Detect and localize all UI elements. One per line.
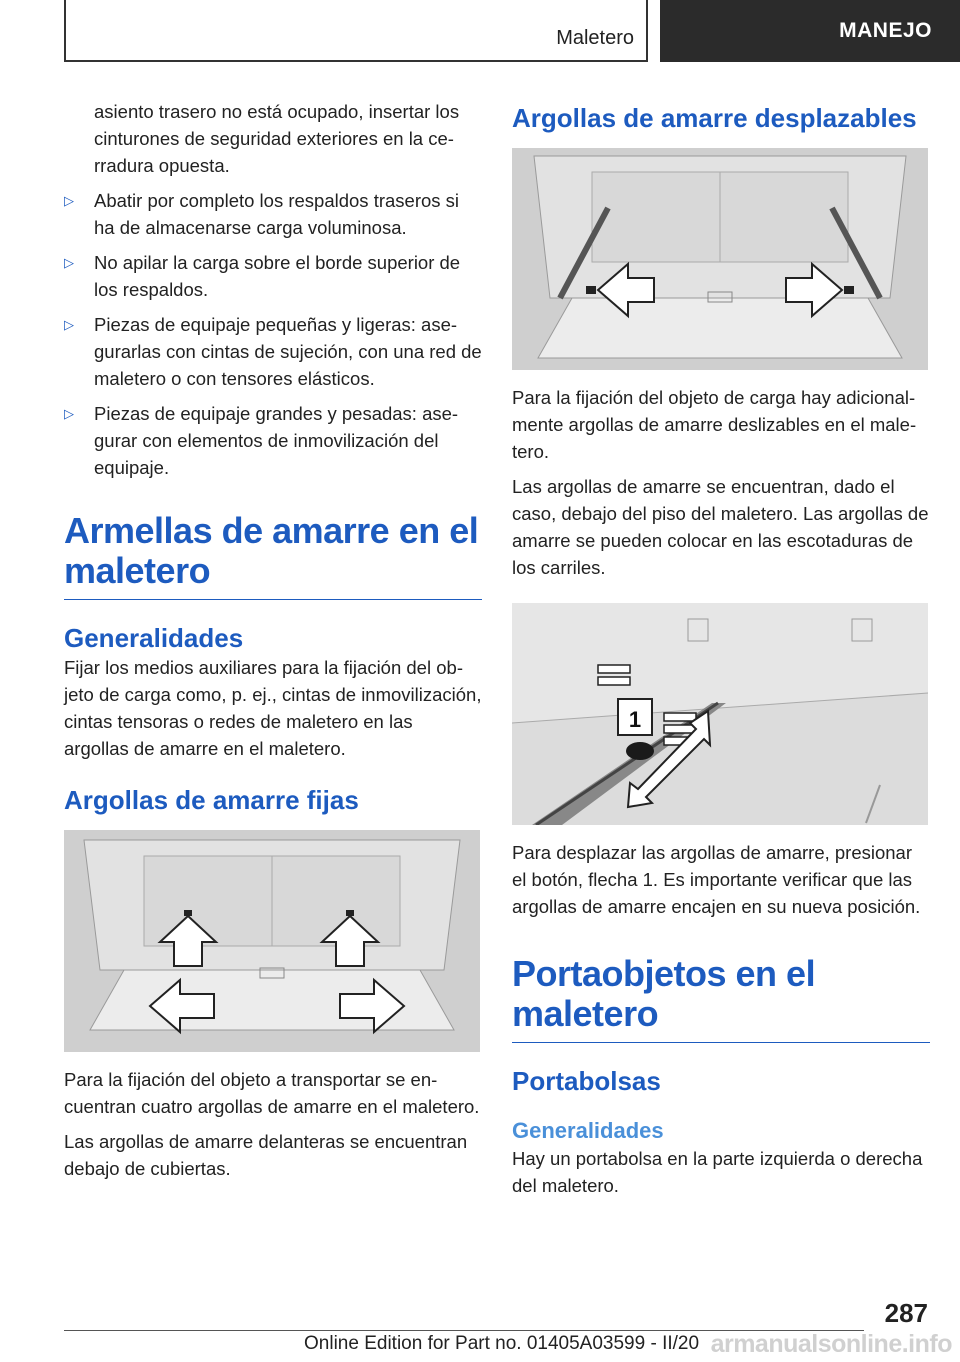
bags-paragraph: Hay un portabolsa en la parte izquierda o derecha del maletero.: [512, 1148, 923, 1196]
triangle-bullet-icon: ▷: [64, 255, 74, 270]
movable-paragraph-3: Para desplazar las argollas de amarre, presionar el botón, flecha 1. Es importante verificar que las argollas de amarre encajen en su nueva posición.: [512, 842, 921, 917]
list-item: ▷ No apilar la carga sobre el borde superior de los respaldos.: [64, 249, 482, 303]
rail-button-figure: [512, 603, 928, 825]
list-item: ▷ Piezas de equipaje pequeñas y ligeras: asegurarlas con cintas de sujeción, con una red de maletero o con tensores elásticos.: [64, 311, 482, 392]
trunk-fixed-rings-figure: [64, 830, 480, 1052]
edition-text: Online Edition for Part no. 01405A03599 - II/20: [304, 1333, 700, 1354]
fixed-paragraph-1: Para la fijación del objeto a transportar se encuentran cuatro argollas de amarre en el maletero.: [64, 1069, 480, 1117]
figure-label-1: 1: [628, 707, 642, 732]
header-chapter-tab: [660, 0, 960, 62]
trunk-movable-rings-illustration: [512, 148, 928, 370]
trunk-movable-rings-figure: [512, 148, 928, 370]
header-chapter-title: MANEJO: [839, 19, 932, 42]
trunk-fixed-rings-illustration: [64, 830, 480, 1052]
subheading-generalidades: Generalidades: [64, 623, 244, 653]
subheading-argollas-fijas: Argollas de amarre fijas: [64, 785, 359, 815]
movable-paragraph-2: Las argollas de amarre se encuentran, dado el caso, debajo del piso del maletero. Las argollas de amarre se pueden colocar en las escotaduras de los carriles.: [512, 476, 929, 578]
section-heading-armellas: Armellas de amarre en el maletero: [64, 511, 482, 600]
triangle-bullet-icon: ▷: [64, 193, 74, 208]
subheading-argollas-desplazables: Argollas de amarre desplazables: [512, 103, 917, 133]
list-item: ▷ Abatir por completo los respaldos traseros si ha de almacenarse carga voluminosa.: [64, 187, 482, 241]
movable-paragraph-1: Para la fijación del objeto de carga hay adicionalmente argollas de amarre deslizables en el maletero.: [512, 387, 917, 462]
triangle-bullet-icon: ▷: [64, 406, 74, 421]
rail-button-illustration: [512, 603, 928, 825]
left-column: [64, 98, 482, 1190]
subheading-portabolsas: Portabolsas: [512, 1066, 661, 1096]
list-item: ▷ Piezas de equipaje grandes y pesadas: asegurar con elementos de inmovilización del equipaje.: [64, 400, 482, 481]
continued-paragraph: asiento trasero no está ocupado, insertar los cinturones de seguridad exteriores en la cerradura opuesta.: [94, 101, 460, 176]
right-column: [512, 98, 930, 1207]
watermark: armanualsonline.info: [710, 1330, 952, 1358]
bullet-list: [64, 187, 482, 481]
header-section-tab: [64, 0, 648, 62]
subheading-generalidades-bags: Generalidades: [512, 1118, 664, 1143]
general-paragraph: Fijar los medios auxiliares para la fijación del objeto de carga como, p. ej., cintas de inmovilización, cintas tensoras o redes de maletero en las argollas de amarre en el maletero.: [64, 657, 482, 759]
header-section-title: Maletero: [556, 27, 634, 49]
section-heading-portaobjetos: Portaobjetos en el maletero: [512, 954, 930, 1043]
page-number: 287: [884, 1298, 928, 1328]
fixed-paragraph-2: Las argollas de amarre delanteras se encuentran debajo de cubiertas.: [64, 1131, 468, 1179]
triangle-bullet-icon: ▷: [64, 317, 74, 332]
